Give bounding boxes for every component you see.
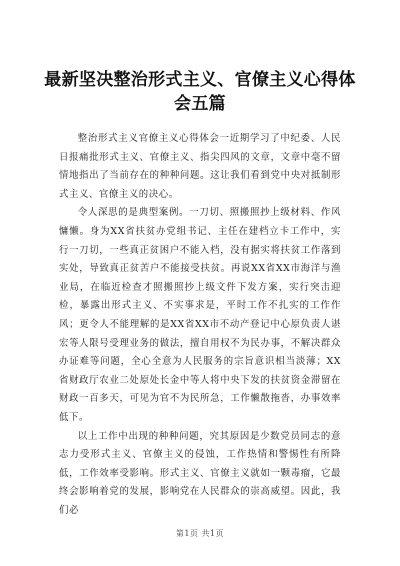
page-footer: 第1页 共1页 — [175, 529, 225, 538]
document-body — [59, 130, 341, 520]
page-title: 最新坚决整治形式主义、官僚主义心得体会五篇 — [44, 70, 356, 114]
paragraph-3: 以上工作中出现的种种问题，究其原因是少数党员同志的意志力受形式主义、官僚主义的侵蚀，工作热情和警惕性有所降低，工作效率受影响。形式主义、官僚主义就如一颗毒瘤，它最终会影响着党的发展，影响党在人民群众的崇高威望。因此，我们必 — [59, 430, 341, 516]
paragraph-2: 令人深思的是典型案例。一刀切、照搬照抄上级材料、作风慵懒。身为XX省扶贫办党组书记、主任在建档立卡工作中，实行一刀切，一些真正贫困户不能入档，没有据实将扶贫工作落到实处，导致真正贫苦户不能接受扶贫。再说XX省XX市海洋与渔业局，在临近检查才照搬照抄上级文件下发方案，实行突击迎检，暴露出形式主义、不实事求是，平时工作不扎实的工作作风；更令人不能理解的是XX省XX市不动产登记中心原负责人谌宏等人限号受理业务的做法，擅自用权不为民办事，不解决群众办证难等问题，全心全意为人民服务的宗旨意识相当淡薄；XX省财政厅农业二处原处长金中等人将中央下发的扶贫资金滞留在财政一百多天，可见为官不为民所急，工作懒散拖沓，办事效率低下。 — [59, 207, 341, 423]
paragraph-1: 整治形式主义官僚主义心得体会一近期学习了中纪委、人民日报痛批形式主义、官僚主义、指尖四风的文章，文章中毫不留情地指出了当前存在的种种问题。这让我们看到党中央对抵制形式主义、官僚主义的决心。 — [59, 133, 341, 200]
